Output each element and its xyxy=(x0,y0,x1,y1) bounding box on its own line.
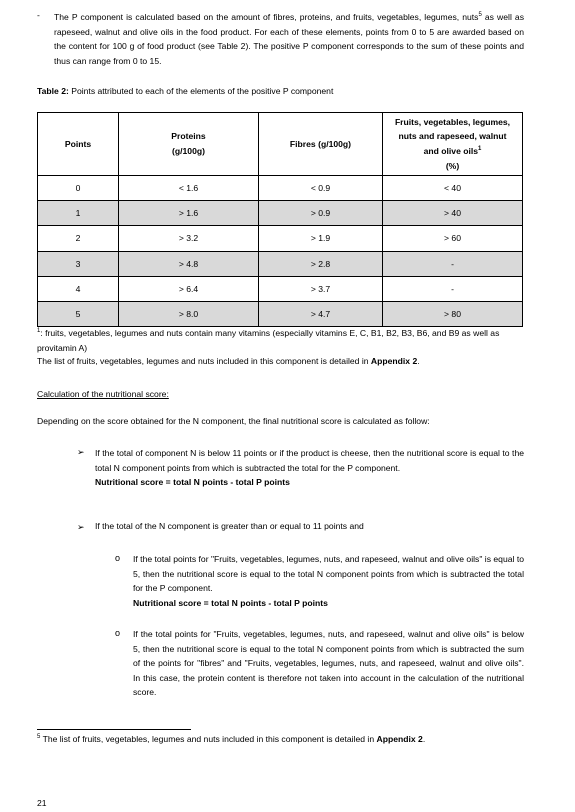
appendix-note xyxy=(37,356,420,366)
cell-proteins: > 1.6 xyxy=(119,201,259,226)
bullet-dash: - xyxy=(37,10,40,20)
circle-bullet-icon: o xyxy=(115,553,121,563)
cell-fruits: - xyxy=(383,276,523,301)
table-caption xyxy=(37,86,333,96)
appendix-link[interactable]: Appendix 2 xyxy=(376,734,423,744)
cell-proteins: > 4.8 xyxy=(119,251,259,276)
cell-fibres: > 3.7 xyxy=(259,276,383,301)
sub-list-item xyxy=(133,552,524,610)
header-fibres: Fibres (g/100g) xyxy=(259,113,383,176)
cell-fruits: > 60 xyxy=(383,226,523,251)
table-footnote-marker: 1 xyxy=(37,328,41,335)
section-intro: Depending on the score obtained for the N component, the final nutritional score is calculated as follow: xyxy=(37,416,430,426)
table-header-row xyxy=(38,113,523,176)
list-item-text: If the total of component N is below 11 points or if the product is cheese, then the nutritional score is equal to the total N component points from which is subtracted the total for the P component. xyxy=(95,448,524,473)
page-footnote-end: . xyxy=(422,734,426,744)
header-fruits-line1: Fruits, vegetables, legumes, xyxy=(394,116,511,127)
arrow-bullet-icon: ➢ xyxy=(77,522,85,532)
formula: Nutritional score = total N points - total P points xyxy=(95,477,290,488)
header-fruits-line4: (%) xyxy=(445,160,460,171)
arrow-bullet-icon: ➢ xyxy=(77,447,85,457)
cell-points: 3 xyxy=(38,251,119,276)
page-number: 21 xyxy=(37,798,47,808)
cell-points: 5 xyxy=(38,301,119,326)
header-fruits-footnote-ref: 1 xyxy=(478,146,482,153)
footnote-divider xyxy=(37,729,191,730)
cell-fruits: < 40 xyxy=(383,176,523,201)
footnote-ref-5[interactable]: 5 xyxy=(478,12,482,19)
table-footnote xyxy=(37,326,524,355)
table-row xyxy=(38,251,523,276)
cell-fibres: > 0.9 xyxy=(259,201,383,226)
appendix-link[interactable]: Appendix 2 xyxy=(370,356,418,366)
table-row xyxy=(38,301,523,326)
appendix-note-text: The list of fruits, vegetables, legumes and nuts included in this component is detailed in xyxy=(37,356,371,366)
table-caption-text: Points attributed to each of the elements of the positive P component xyxy=(68,86,334,96)
intro-text-part2: as well as rapeseed, walnut and olive oils in the food product. For each of these elements, points from 0 to 5 are awarded based on the content for 100 g of food product (see Table 2). The positive P component corresponds to the sum of these points and thus can range from 0 to 15. xyxy=(54,12,524,66)
table-footnote-text: : fruits, vegetables, legumes and nuts contain many vitamins (especially vitamins E, C, B1, B2, B3, B6, and B9 as well as provitamin A) xyxy=(37,328,500,353)
cell-fruits: > 40 xyxy=(383,201,523,226)
header-proteins-line2: (g/100g) xyxy=(172,146,205,156)
points-table xyxy=(37,112,523,327)
cell-fruits: > 80 xyxy=(383,301,523,326)
cell-points: 4 xyxy=(38,276,119,301)
page-footnote xyxy=(37,734,425,744)
sub-list-item xyxy=(133,627,524,700)
appendix-note-end: . xyxy=(417,356,420,366)
header-proteins-line1: Proteins xyxy=(171,131,206,142)
cell-fibres: > 1.9 xyxy=(259,226,383,251)
table-caption-label: Table 2: xyxy=(37,86,69,96)
list-item: If the total of the N component is greater than or equal to 11 points and xyxy=(95,521,364,531)
sub-list-item-text: If the total points for "Fruits, vegetables, legumes, nuts, and rapeseed, walnut and olive oils" is below 5, then the nutritional score is equal to the total N component points from which is subtracted the sum of the points for "fibres" and "Fruits, vegetables, legumes, nuts, and rapeseed, walnut and olive oils". In this case, the protein content is therefore not taken into account in the calculation of the nutritional score. xyxy=(133,629,524,698)
cell-points: 2 xyxy=(38,226,119,251)
header-points: Points xyxy=(38,113,119,176)
table-row xyxy=(38,226,523,251)
formula: Nutritional score = total N points - total P points xyxy=(133,597,328,608)
table-row xyxy=(38,176,523,201)
sub-list-item-text: If the total points for "Fruits, vegetables, legumes, nuts, and rapeseed, walnut and olive oils" is equal to 5, then the nutritional score is equal to the total N component points from which is subtracted the total for the P component. xyxy=(133,554,524,594)
header-fruits-line2: nuts and rapeseed, walnut xyxy=(398,131,507,142)
table-row xyxy=(38,276,523,301)
table-row xyxy=(38,201,523,226)
section-heading: Calculation of the nutritional score: xyxy=(37,389,169,399)
cell-points: 1 xyxy=(38,201,119,226)
header-fruits-line3: and olive oils xyxy=(423,146,479,156)
circle-bullet-icon: o xyxy=(115,628,121,638)
cell-proteins: < 1.6 xyxy=(119,176,259,201)
cell-fibres: < 0.9 xyxy=(259,176,383,201)
intro-text-part1: The P component is calculated based on the amount of fibres, proteins, and fruits, vegetables, legumes, nuts xyxy=(54,12,479,22)
cell-fibres: > 4.7 xyxy=(259,301,383,326)
cell-proteins: > 6.4 xyxy=(119,276,259,301)
header-proteins xyxy=(119,113,259,176)
cell-fruits: - xyxy=(383,251,523,276)
header-fruits xyxy=(383,113,523,176)
cell-fibres: > 2.8 xyxy=(259,251,383,276)
page-footnote-marker: 5 xyxy=(37,734,41,741)
cell-proteins: > 8.0 xyxy=(119,301,259,326)
intro-paragraph xyxy=(54,10,524,68)
cell-points: 0 xyxy=(38,176,119,201)
cell-proteins: > 3.2 xyxy=(119,226,259,251)
list-item xyxy=(95,446,524,490)
page-footnote-text: The list of fruits, vegetables, legumes and nuts included in this component is detailed in xyxy=(40,734,377,744)
